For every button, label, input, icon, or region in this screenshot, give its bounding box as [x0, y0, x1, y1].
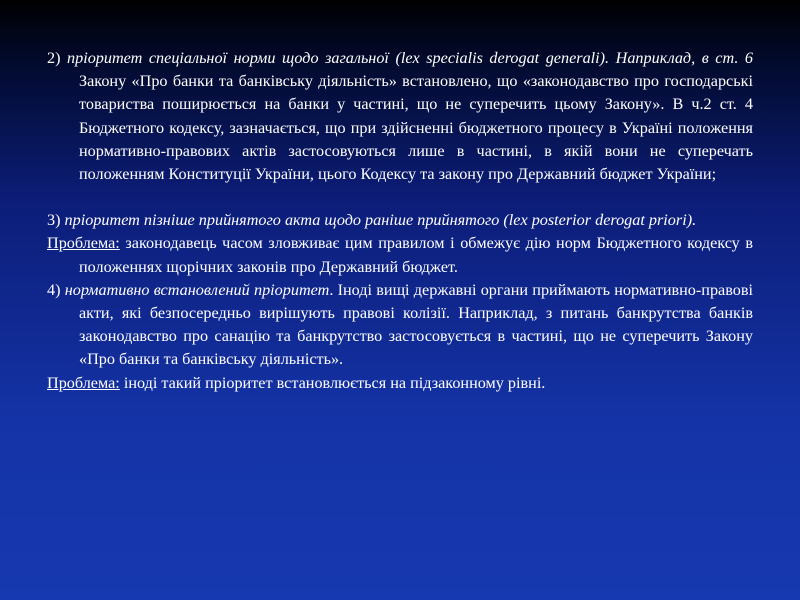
item-4-number: 4): [47, 280, 61, 299]
item-3-number: 3): [47, 211, 61, 230]
item-4-text: . Іноді вищі державні органи приймають нормативно-правові акти, які безпосередньо вирішують правові колізії. Наприклад, з питань банкрутства банків законодавство про санацію та банкрутство застосовується в частині, що не суперечить Закону «Про банки та банківську діяльність».: [79, 280, 753, 369]
problem-1-text: законодавець часом зловживає цим правилом і обмежує дію норм Бюджетного кодексу в положеннях щорічних законів про Державний бюджет.: [79, 234, 754, 276]
problem-1: [47, 232, 753, 278]
item-4-heading: нормативно встановлений пріоритет: [64, 280, 330, 299]
problem-2-text: іноді такий пріоритет встановлюється на підзаконному рівні.: [123, 373, 546, 392]
item-3: [47, 209, 753, 232]
item-4: [47, 279, 753, 372]
problem-2-label: Проблема:: [47, 373, 120, 392]
problem-2: [47, 372, 753, 395]
paragraph-gap: [47, 186, 753, 209]
item-2-number: 2): [47, 49, 61, 67]
item-3-heading: пріоритет пізніше прийнятого акта щодо раніше прийнятого (lex posterior derogat priori).: [64, 211, 697, 230]
item-2: [47, 47, 753, 186]
item-2-heading: пріоритет спеціальної норми щодо загальної (lex specialis derogat generali). Наприклад, в ст. 6: [67, 49, 753, 67]
item-2-text: Закону «Про банки та банківську діяльність» встановлено, що «законодавство про господарські товариства поширюється на банки у частині, що не суперечить цьому Закону». В ч.2 ст. 4 Бюджетного кодексу, зазначається, що при здійсненні бюджетного процесу в Україні положення нормативно-правових актів застосовуються лише в частині, в якій вони не суперечать положенням Конституції України, цього Кодексу та закону про Державний бюджет України;: [79, 72, 753, 184]
slide-content: [47, 47, 753, 395]
problem-1-label: Проблема:: [47, 234, 120, 253]
